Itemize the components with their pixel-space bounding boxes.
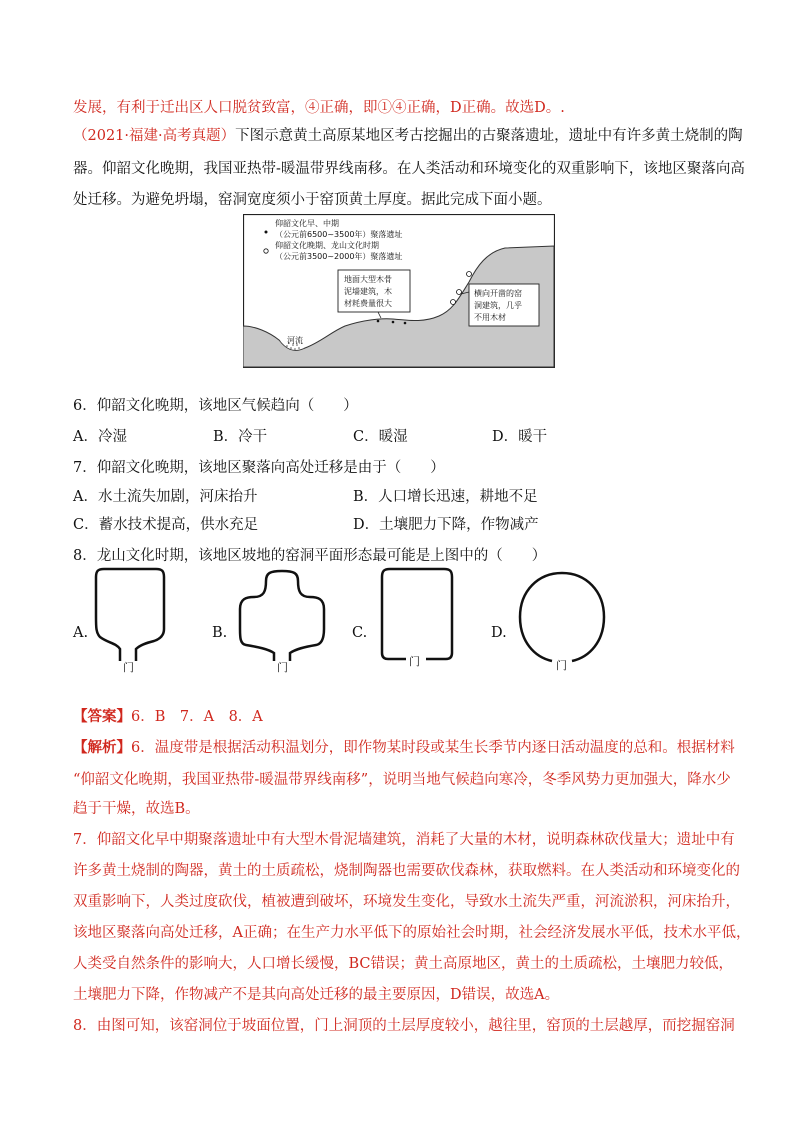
callout-cave-c: 不用木材 [474,313,506,322]
door-label-a: 门 [123,661,134,674]
q6-option-a: A．冷湿 [73,429,127,445]
analysis-line-5: 许多黄土烧制的陶器，黄土的土质疏松，烧制陶器也需要砍伐森林，获取燃料。在人类活动和环境变化的 [73,863,740,879]
legend-early-b: （公元前6500~3500年）聚落遗址 [275,230,403,239]
door-label-b: 门 [277,661,288,674]
settlement-diagram [243,214,555,372]
callout-cave-b: 洞建筑，几乎 [474,301,522,310]
legend-dot-early [265,231,268,234]
q8-option-a-label: A. [73,625,89,641]
q6-option-b: B．冷干 [213,429,268,445]
cave-plan-b-svg [236,565,328,675]
legend-early-a: 仰韶文化早、中期 [275,219,339,228]
q8-stem: 8．龙山文化时期，该地区坡地的窑洞平面形态最可能是上图中的（ ） [73,548,547,564]
analysis-line-1 [73,738,735,758]
answer-label: 【答案】 [73,708,131,725]
intro-line-2: 器。仰韶文化晚期，我国亚热带-暖温带界线南移。在人类活动和环境变化的双重影响下，该地区聚落向高 [73,161,745,177]
cave-plan-b [236,565,328,679]
analysis-text-1: 6．温度带是根据活动积温划分，即作物某时段或某生长季节内逐日活动温度的总和。根据材料 [131,740,735,756]
door-label-d: 门 [556,659,567,672]
legend-late-b: （公元前3500~2000年）聚落遗址 [275,252,403,261]
answer-line [73,707,263,727]
intro-text-1: 下图示意黄土高原某地区考古挖掘出的古聚落遗址，遗址中有许多黄土烧制的陶 [235,128,743,144]
settlement-diagram-svg [243,214,555,368]
legend-circle-late [264,249,268,253]
analysis-line-7: 该地区聚落向高处迁移，A正确；在生产力水平低下的原始社会时期，社会经济发展水平低，技术水平低， [73,925,751,941]
river-label: 河流 [287,336,303,345]
callout-timber-b: 泥墙建筑，木 [344,287,392,296]
q8-option-d-label: D. [491,625,507,641]
callout-timber-c: 材耗费量很大 [344,299,392,308]
cave-plan-a-svg [90,565,170,675]
q7-option-b: B．人口增长迅速，耕地不足 [353,489,538,505]
q6-stem: 6．仰韶文化晚期，该地区气候趋向（ ） [73,398,358,414]
cave-plan-d [512,565,612,679]
q8-option-c-label: C. [352,625,368,641]
analysis-line-2: “仰韶文化晚期，我国亚热带-暖温带界线南移”，说明当地气候趋向寒冷，冬季风势力更加强大，降水少 [73,772,731,788]
q6-option-c: C．暖湿 [353,429,408,445]
cave-plan-d-svg [512,565,612,675]
q7-stem: 7．仰韶文化晚期，该地区聚落向高处迁移是由于（ ） [73,460,445,476]
cave-plan-c [378,565,458,679]
analysis-line-8: 人类受自然条件的影响大，人口增长缓慢，BC错误；黄土高原地区，黄土的土质疏松，土壤肥力较低， [73,956,734,972]
q7-option-d: D．土壤肥力下降，作物减产 [353,517,539,533]
cave-plan-c-svg [378,565,458,675]
cave-plan-a [90,565,170,679]
intro-line-1 [73,126,743,146]
analysis-line-10: 8．由图可知，该窑洞位于坡面位置，门上洞顶的土层厚度较小，越往里，窑顶的土层越厚，而挖掘窑洞 [73,1018,735,1034]
callout-timber-a: 地面大型木骨 [344,275,392,284]
callout-cave-a: 横向开凿的窑 [474,289,522,298]
door-label-c: 门 [409,655,420,668]
analysis-line-6: 双重影响下，人类过度砍伐，植被遭到破坏，环境发生变化，导致水土流失严重，河流淤积，河床抬升， [73,894,740,910]
previous-answer-line: 发展，有利于迁出区人口脱贫致富，④正确，即①④正确，D正确。故选D。. [73,100,565,116]
q6-option-d: D．暖干 [492,429,548,445]
q7-option-a: A．水土流失加剧，河床抬升 [73,489,258,505]
analysis-line-3: 趋于干燥，故选B。 [73,801,200,817]
legend-late-a: 仰韶文化晚期、龙山文化时期 [275,241,379,250]
answer-text: 6．B 7．A 8．A [131,709,263,725]
analysis-label: 【解析】 [73,739,131,756]
analysis-line-9: 土壤肥力下降，作物减产不是其向高处迁移的最主要原因，D错误，故选A。 [73,987,560,1003]
source-label: （2021·福建·高考真题） [73,128,236,144]
q8-option-b-label: B. [212,625,228,641]
q7-option-c: C．蓄水技术提高，供水充足 [73,517,259,533]
analysis-line-4: 7．仰韶文化早中期聚落遗址中有大型木骨泥墙建筑，消耗了大量的木材，说明森林砍伐量大；遗址中有 [73,832,735,848]
intro-line-3: 处迁移。为避免坍塌，窑洞宽度须小于窑顶黄土厚度。据此完成下面小题。 [73,192,552,208]
